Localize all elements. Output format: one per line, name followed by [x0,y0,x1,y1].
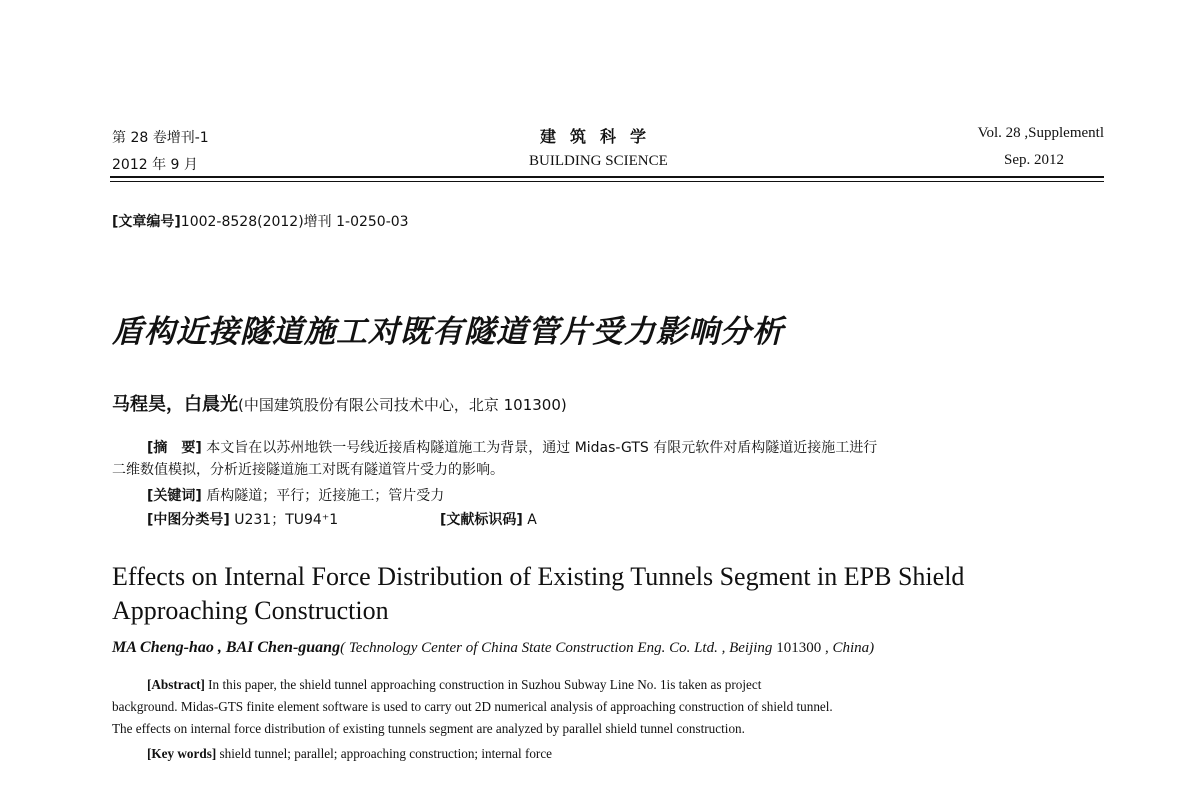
authors-cn [112,390,567,416]
title-en-line2: Approaching Construction [112,596,389,625]
keywords-en-label: [Key words] [147,746,217,761]
volume-cn: 第 28 卷增刊-1 [112,130,209,146]
volume-en: Vol. 28 ,Supplementl [977,125,1104,141]
journal-name-en: BUILDING SCIENCE [529,153,668,169]
abstract-cn-line2: 二维数值模拟，分析近接隧道施工对既有隧道管片受力的影响。 [112,462,504,478]
classification-number [147,509,338,531]
journal-name-cn: 建筑科学 [540,127,661,146]
article-number-value: 1002-8528(2012)增刊 1-0250-03 [180,214,409,230]
date-cn: 2012 年 9 月 [112,157,198,173]
keywords-cn-label: [关键词] [147,488,202,504]
keywords-cn [147,485,444,507]
title-cn: 盾构近接隧道施工对既有隧道管片受力影响分析 [112,314,784,350]
affiliation-cn: (中国建筑股份有限公司技术中心，北京 101300) [238,396,567,414]
title-en-line1: Effects on Internal Force Distribution of Existing Tunnels Segment in EPB Shield [112,562,965,591]
keywords-en [147,743,552,765]
abstract-cn-label: [摘 要] [147,440,202,456]
abstract-en-label: [Abstract] [147,677,205,692]
date-en: Sep. 2012 [1004,152,1064,168]
affiliation-en: ( Technology Center of China State Construction Eng. Co. Ltd. , Beijing [340,640,777,656]
document-code-value: A [522,512,537,528]
document-code-label: [文献标识码] [440,512,523,528]
article-number [112,211,409,231]
keywords-cn-value: 盾构隧道；平行；近接施工；管片受力 [201,488,445,504]
authors-en [112,639,874,657]
classification-label: [中图分类号] [147,512,230,528]
header-rule-thick [110,176,1104,178]
header-rule-thin [110,181,1104,182]
article-number-label: [文章编号] [112,214,181,230]
abstract-cn-line1: [摘 要] 本文旨在以苏州地铁一号线近接盾构隧道施工为背景，通过 Midas-GTS 有限元软件对盾构隧道近接施工进行 [147,440,878,456]
postcode-en: 101300 , [776,640,829,656]
document-code [440,509,537,531]
abstract-en-line2: background. Midas-GTS finite element software is used to carry out 2D numerical analysis of approaching construction of shield tunnel. [112,699,833,714]
keywords-en-value: shield tunnel; parallel; approaching construction; internal force [216,746,553,761]
author-names-cn: 马程昊，白晨光 [112,394,238,415]
country-en: China) [828,640,875,656]
author-names-en: MA Cheng-hao , BAI Chen-guang [112,639,341,656]
classification-value: U231；TU94⁺1 [229,512,339,528]
abstract-en-line3: The effects on internal force distribution of existing tunnels segment are analyzed by parallel shield tunnel construction. [112,721,745,736]
abstract-en-line1: [Abstract] In this paper, the shield tunnel approaching construction in Suzhou Subway Line No. 1is taken as project [147,677,762,692]
